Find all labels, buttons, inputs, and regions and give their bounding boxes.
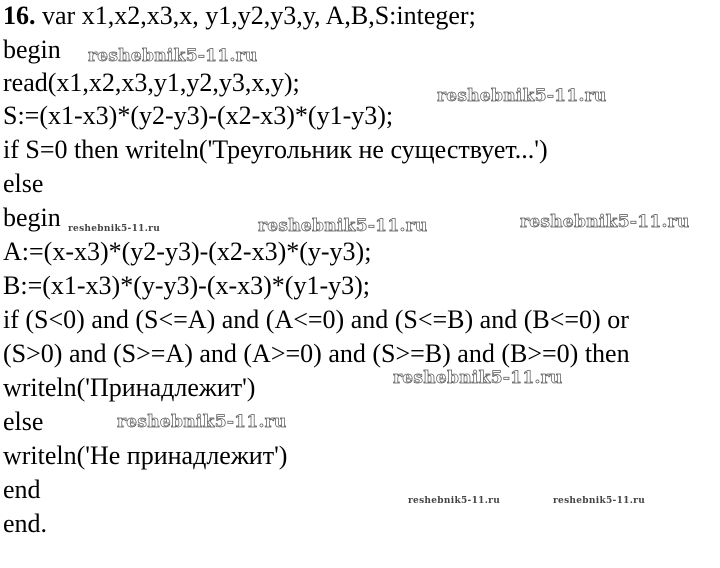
watermark: reshebnik5-11.ru: [88, 46, 258, 66]
code-line-8: A:=(x-x3)*(y2-y3)-(x2-x3)*(y-y3);: [3, 237, 372, 266]
code-line-12: writeln('Принадлежит'): [3, 373, 256, 402]
code-line-4: S:=(x1-x3)*(y2-y3)-(x2-x3)*(y1-y3);: [3, 101, 394, 130]
code-line-11: (S>0) and (S>=A) and (A>=0) and (S>=B) and (B>=0) then: [3, 339, 630, 368]
watermark: reshebnik5-11.ru: [553, 496, 646, 506]
watermark: reshebnik5-11.ru: [117, 412, 287, 432]
code-line-1-text: var x1,x2,x3,x, y1,y2,y3,y, A,B,S:integer;: [35, 1, 476, 30]
code-line-10: if (S<0) and (S<=A) and (A<=0) and (S<=B) and (B<=0) or: [3, 305, 629, 334]
watermark: reshebnik5-11.ru: [68, 224, 161, 234]
problem-number: 16.: [3, 1, 36, 30]
watermark: reshebnik5-11.ru: [520, 212, 690, 232]
watermark: reshebnik5-11.ru: [393, 368, 563, 388]
code-line-7: begin: [3, 203, 61, 232]
code-line-16: end.: [3, 509, 48, 538]
watermark: reshebnik5-11.ru: [408, 496, 501, 506]
code-line-13: else: [3, 407, 44, 436]
code-line-1: [3, 0, 476, 32]
code-line-2: begin: [3, 35, 61, 64]
code-line-6: else: [3, 169, 44, 198]
code-line-15: end: [3, 475, 41, 504]
code-line-9: B:=(x1-x3)*(y-y3)-(x-x3)*(y1-y3);: [3, 271, 371, 300]
code-line-14: writeln('Не принадлежит'): [3, 441, 288, 470]
code-line-3: read(x1,x2,x3,y1,y2,y3,x,y);: [3, 68, 300, 97]
watermark: reshebnik5-11.ru: [258, 216, 428, 236]
code-line-5: if S=0 then writeln('Треугольник не существует...'): [3, 135, 548, 164]
watermark: reshebnik5-11.ru: [437, 86, 607, 106]
